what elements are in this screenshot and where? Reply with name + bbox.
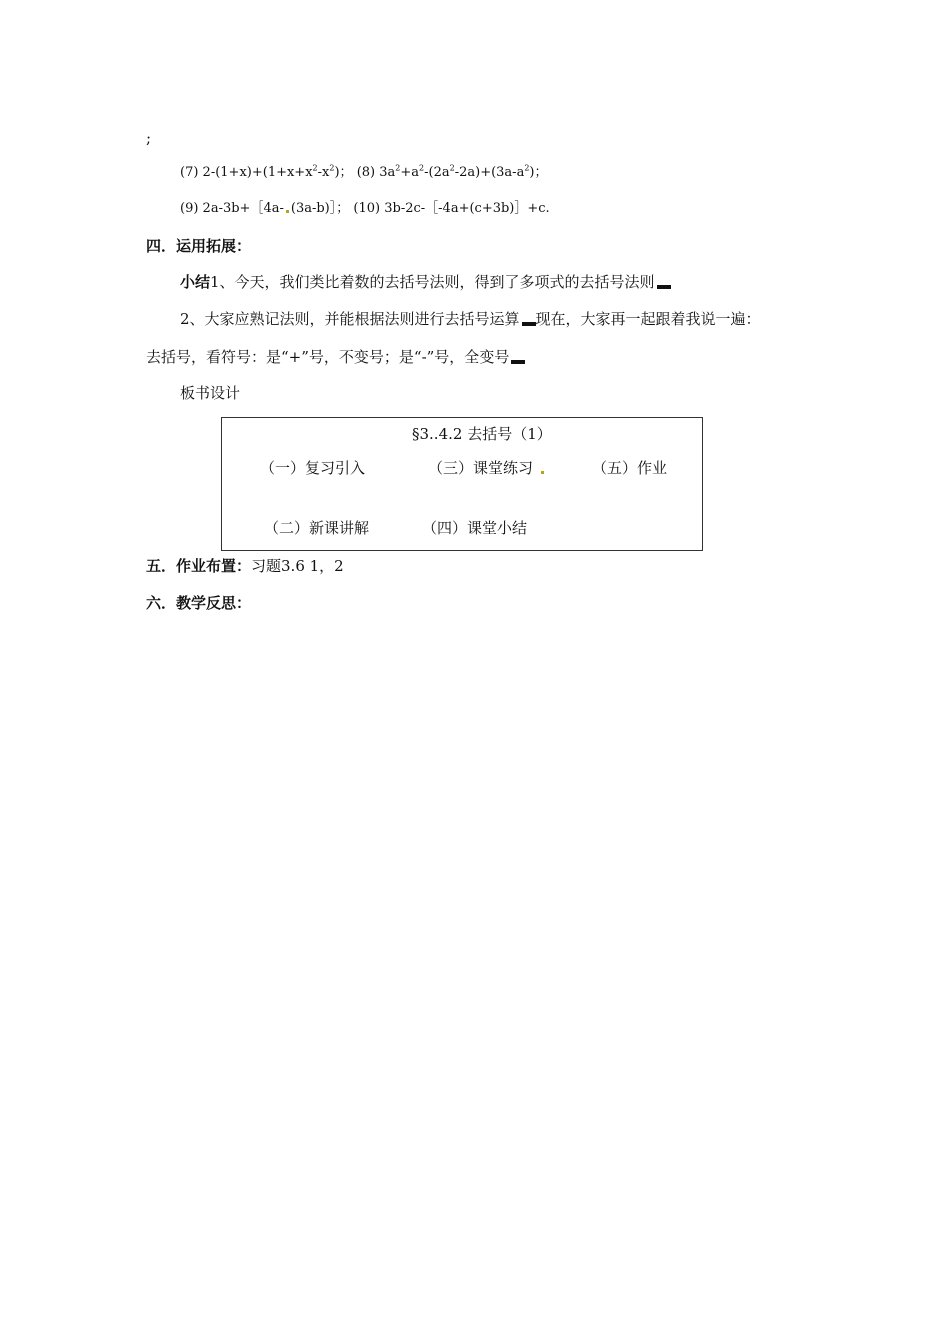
highlight-dot <box>286 210 289 213</box>
edit-mark <box>522 322 536 326</box>
board-design-label: 板书设计 <box>180 384 241 402</box>
exercise-row-7-8: (7) $2-(1+x)+(1+x+x^2-x^2)$； (8) $3a^2+a^2-(2a^2-2a)+(3a-a^2)$； <box>180 163 548 180</box>
board-item-4: （四）课堂小结 <box>422 519 528 537</box>
edit-mark <box>511 360 525 364</box>
board-design-box <box>221 417 703 551</box>
summary-line-3: 去括号，看符号：是“+”号，不变号；是“-”号，全变号 <box>146 347 525 367</box>
summary-line-2: 2、大家应熟记法则，并能根据法则进行去括号运算 现在，大家再一起跟着我说一遍： <box>180 310 761 328</box>
section-5 <box>146 556 344 576</box>
summary-line-1: 小结1、今天，我们类比着数的去括号法则，得到了多项式的去括号法则 <box>180 272 671 292</box>
highlight-dot <box>541 471 544 474</box>
edit-mark <box>657 285 671 289</box>
board-item-2: （二）新课讲解 <box>264 519 370 537</box>
section-6-heading: 六．教学反思： <box>146 594 252 612</box>
board-title: §3..4.2 去括号（1） <box>412 425 552 443</box>
board-item-3: （三）课堂练习 <box>428 457 546 478</box>
section-5-content: 习题3.6 1，2 <box>251 557 344 575</box>
board-item-1: （一）复习引入 <box>260 459 366 477</box>
top-semicolon: ; <box>146 129 152 147</box>
section-5-heading: 五．作业布置： <box>146 557 252 575</box>
board-item-5: （五）作业 <box>592 459 668 477</box>
section-4-heading: 四．运用拓展： <box>146 237 252 255</box>
exercise-row-9-10: (9) 2a-3b+［4a- (3a-b)］； (10) 3b-2c-［-4a+(c+3b)］+c. <box>180 201 550 216</box>
